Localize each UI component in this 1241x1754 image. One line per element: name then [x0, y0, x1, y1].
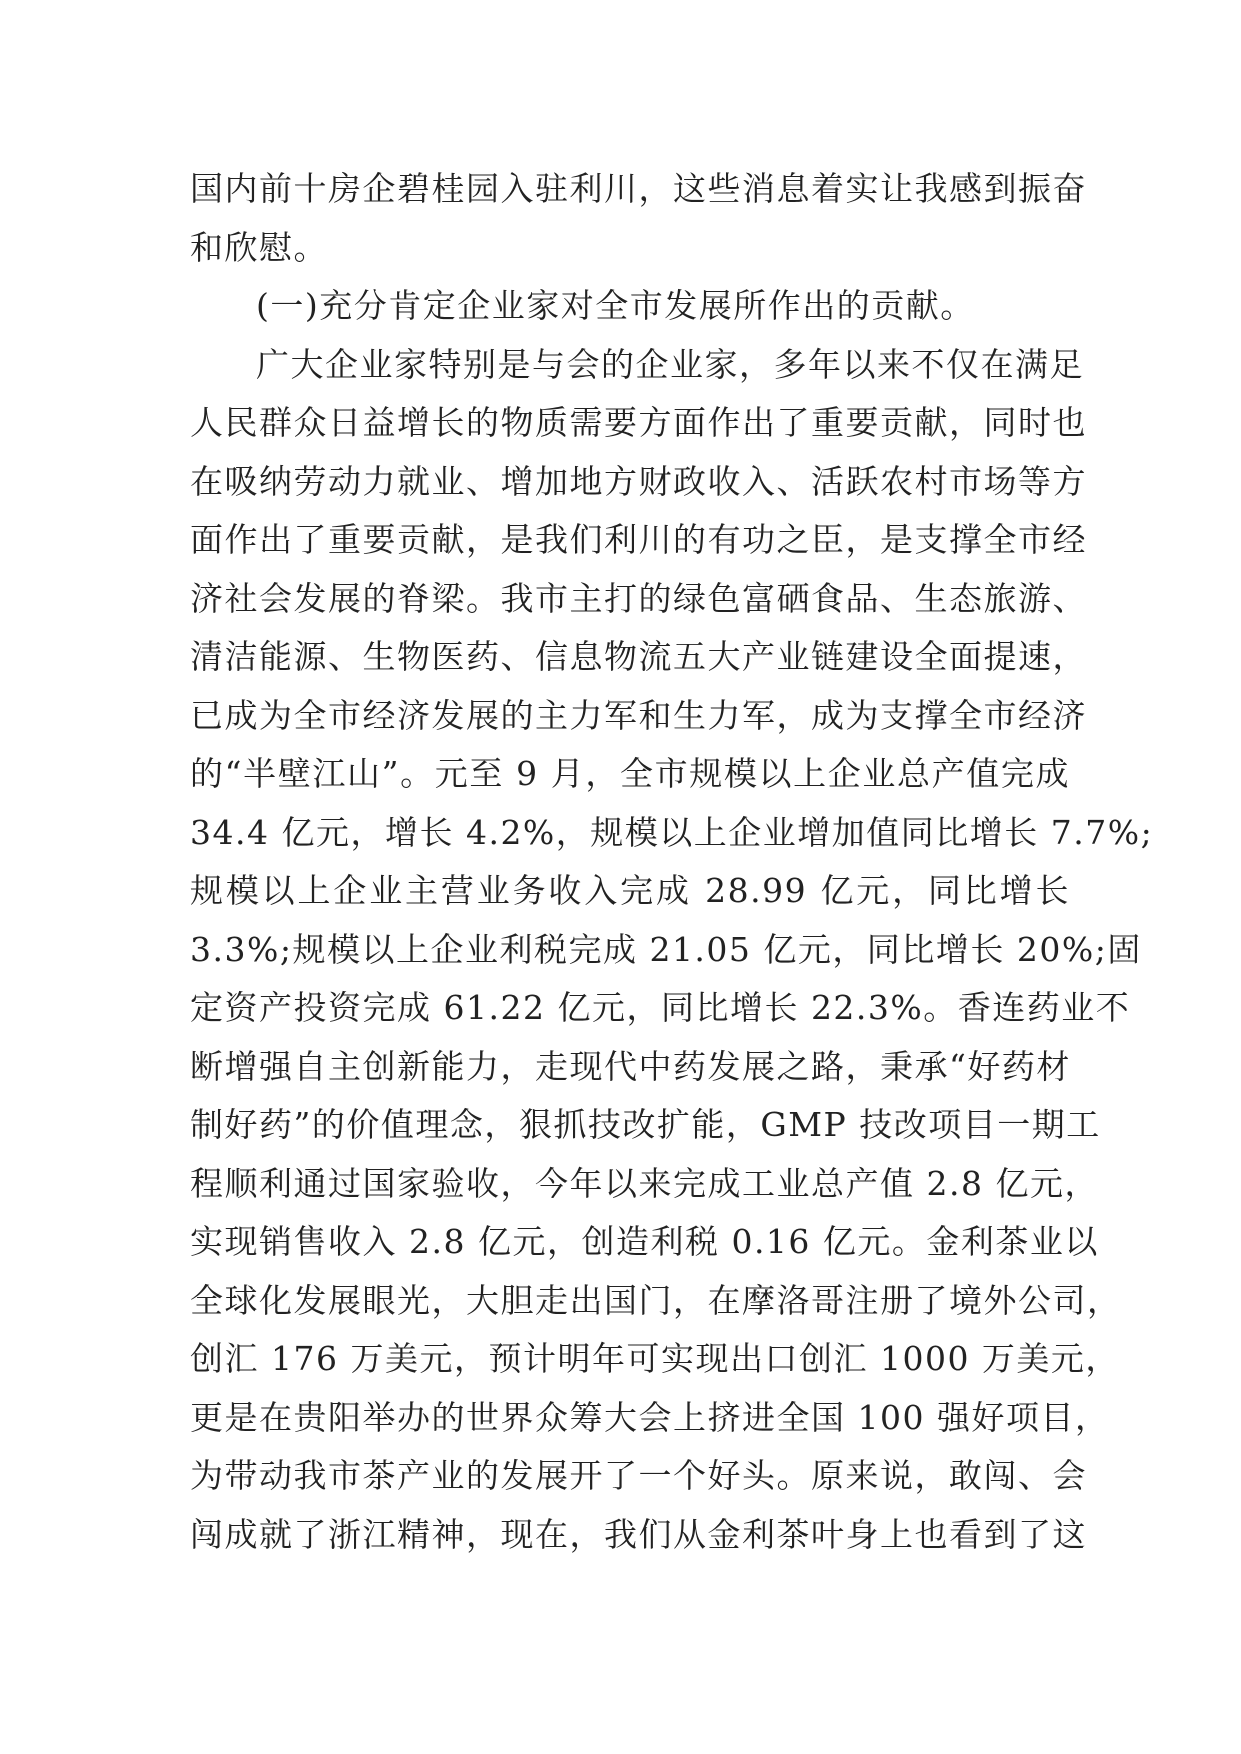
paragraph-line: 清洁能源、生物医药、信息物流五大产业链建设全面提速，	[190, 637, 1087, 676]
paragraph-line: 更是在贵阳举办的世界众筹大会上挤进全国 100 强好项目，	[190, 1397, 1110, 1437]
paragraph-line: 济社会发展的脊梁。我市主打的绿色富硒食品、生态旅游、	[190, 578, 1087, 618]
paragraph-line: 3.3%;规模以上企业利税完成 21.05 亿元，同比增长 20%;固	[190, 929, 1142, 969]
paragraph-line: 和欣慰。	[190, 227, 328, 267]
paragraph-line: 程顺利通过国家验收，今年以来完成工业总产值 2.8 亿元，	[190, 1163, 1099, 1203]
paragraph-line: 闯成就了浙江精神，现在，我们从金利茶叶身上也看到了这	[190, 1514, 1087, 1554]
section-heading: (一)充分肯定企业家对全市发展所作出的贡献。	[256, 286, 975, 325]
paragraph-line: 全球化发展眼光，大胆走出国门，在摩洛哥注册了境外公司，	[190, 1280, 1122, 1320]
paragraph-line: 创汇 176 万美元，预计明年可实现出口创汇 1000 万美元，	[190, 1339, 1120, 1378]
paragraph-line: 为带动我市茶产业的发展开了一个好头。原来说，敢闯、会	[190, 1456, 1087, 1495]
paragraph-line: 规模以上企业主营业务收入完成 28.99 亿元，同比增长	[190, 871, 1070, 910]
paragraph-line: 人民群众日益增长的物质需要方面作出了重要贡献，同时也	[190, 403, 1087, 442]
paragraph-line: 制好药”的价值理念，狠抓技改扩能，GMP 技改项目一期工	[190, 1105, 1101, 1144]
paragraph-line: 国内前十房企碧桂园入驻利川，这些消息着实让我感到振奋	[190, 169, 1087, 208]
paragraph-line: 广大企业家特别是与会的企业家，多年以来不仅在满足	[256, 344, 1084, 384]
paragraph-line: 面作出了重要贡献，是我们利川的有功之臣，是支撑全市经	[190, 520, 1087, 559]
paragraph-line: 断增强自主创新能力，走现代中药发展之路，秉承“好药材	[190, 1046, 1071, 1086]
paragraph-line: 34.4 亿元，增长 4.2%，规模以上企业增加值同比增长 7.7%;	[190, 812, 1154, 852]
paragraph-line: 定资产投资完成 61.22 亿元，同比增长 22.3%。香连药业不	[190, 988, 1131, 1027]
paragraph-line: 实现销售收入 2.8 亿元，创造利税 0.16 亿元。金利茶业以	[190, 1222, 1099, 1261]
paragraph-line: 已成为全市经济发展的主力军和生力军，成为支撑全市经济	[190, 695, 1087, 735]
paragraph-line: 在吸纳劳动力就业、增加地方财政收入、活跃农村市场等方	[190, 461, 1087, 501]
document-body	[190, 160, 1154, 1564]
paragraph-line: 的“半壁江山”。元至 9 月，全市规模以上企业总产值完成	[190, 754, 1070, 793]
